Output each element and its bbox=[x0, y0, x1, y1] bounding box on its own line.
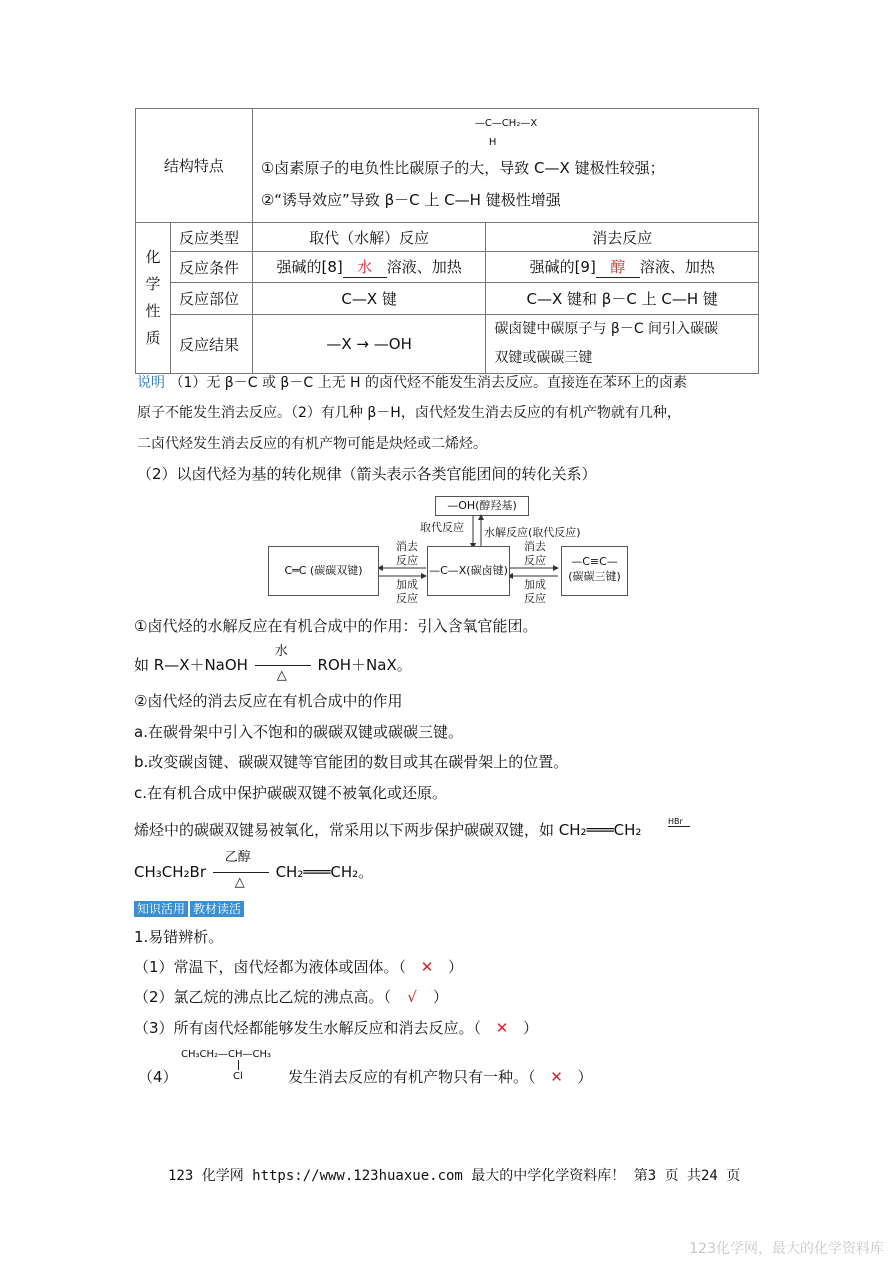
oh-box: —OH(醇羟基) bbox=[435, 496, 529, 516]
exercise-item-2 bbox=[134, 987, 448, 1007]
answer-blank-8: 水 bbox=[343, 256, 387, 278]
item-4-close: ） bbox=[577, 1068, 593, 1086]
label-substitution: 取代反应 bbox=[420, 521, 464, 534]
item-2-mark: √ bbox=[407, 988, 417, 1006]
elim-right-1: 消去 bbox=[524, 540, 546, 553]
item-2-close: ） bbox=[433, 988, 449, 1006]
structure-label: 结构特点 bbox=[163, 157, 224, 175]
exercise-item-1 bbox=[134, 957, 463, 977]
equation-2 bbox=[134, 849, 374, 890]
item-4-mark: ✕ bbox=[550, 1068, 563, 1086]
exercise-item-4 bbox=[288, 1067, 593, 1087]
item-3-mark: ✕ bbox=[495, 1019, 509, 1037]
eq2-left: CH₃CH₂Br bbox=[134, 863, 206, 881]
note-line-1 bbox=[137, 374, 687, 393]
body-p1: ①卤代烃的水解反应在有机合成中的作用：引入含氧官能团。 bbox=[134, 617, 538, 635]
eq2-condition-top: 乙醇 bbox=[224, 849, 251, 865]
body-b: b.改变碳卤键、碳碳双键等官能团的数目或其在碳骨架上的位置。 bbox=[134, 753, 569, 771]
chem-prop-char: 学 bbox=[145, 275, 161, 293]
alkyne-box bbox=[561, 546, 628, 596]
chem-prop-char: 性 bbox=[145, 302, 161, 320]
halide-box: —C—X(碳卤键) bbox=[427, 546, 510, 596]
structure-point-2: ②“诱导效应”导致 β－C 上 C—H 键极性增强 bbox=[260, 191, 561, 209]
property-table bbox=[135, 108, 759, 374]
badge-knowledge: 知识活用 bbox=[134, 901, 188, 917]
page-footer: 123 化学网 https://www.123huaxue.com 最大的中学化学资料库！ 第3 页 共24 页 bbox=[168, 1168, 741, 1184]
alkene-box: C═C (碳碳双键) bbox=[268, 546, 379, 596]
hbr-arrow bbox=[668, 817, 690, 827]
item-3-text: （3）所有卤代烃都能够发生水解反应和消去反应。（ bbox=[134, 1019, 482, 1037]
body-p2: ②卤代烃的消去反应在有机合成中的作用 bbox=[134, 692, 403, 710]
label-elim-left bbox=[395, 540, 419, 568]
badge-textbook: 教材读活 bbox=[190, 901, 244, 917]
elim-left-2: 反应 bbox=[396, 554, 418, 567]
elim-right-2: 反应 bbox=[524, 554, 546, 567]
exercise-title: 1.易错辨析。 bbox=[134, 928, 224, 946]
item-4-formula-top: CH₃CH₂—CH—CH₃ bbox=[181, 1049, 272, 1060]
note-text-1: （1）无 β－C 或 β－C 上无 H 的卤代烃不能发生消去反应。直接连在苯环上的卤素 bbox=[169, 375, 688, 391]
item-4-prefix: （4） bbox=[138, 1068, 178, 1086]
hbr-line bbox=[668, 826, 690, 827]
eq1-condition-bottom: △ bbox=[276, 667, 287, 683]
chem-prop-char: 质 bbox=[145, 329, 161, 347]
body-a: a.在碳骨架中引入不饱和的碳碳双键或碳碳三键。 bbox=[134, 723, 463, 741]
section-2-title: （2）以卤代烃为基的转化规律（箭头表示各类官能团间的转化关系） bbox=[137, 465, 597, 483]
body-c: c.在有机合成中保护碳碳双键不被氧化或还原。 bbox=[134, 784, 448, 802]
label-add-left bbox=[395, 578, 419, 606]
eq1-left: 如 R—X＋NaOH bbox=[134, 656, 248, 674]
structure-formula-sub: H bbox=[488, 137, 497, 148]
item-1-mark: ✕ bbox=[420, 958, 434, 976]
note-line-2: 原子不能发生消去反应。（2）有几种 β－H，卤代烃发生消去反应的有机产物就有几种， bbox=[137, 405, 681, 421]
eq2-condition-bottom: △ bbox=[234, 874, 245, 890]
structure-point-1: ①卤素原子的电负性比碳原子的大，导致 C—X 键极性较强； bbox=[260, 159, 665, 177]
row-result-elim bbox=[486, 315, 759, 374]
eq1-condition-top: 水 bbox=[274, 643, 288, 659]
item-4-text: 发生消去反应的有机产物只有一种。（ bbox=[288, 1068, 536, 1086]
structure-formula bbox=[475, 118, 537, 130]
row-cond-elim bbox=[486, 252, 759, 283]
label-elim-right bbox=[523, 540, 547, 568]
cond-sub-post: 溶液、加热 bbox=[386, 258, 462, 276]
result-elim-line-2: 双键或碳碳三键 bbox=[494, 350, 593, 366]
structure-label-cell bbox=[136, 109, 253, 223]
note-label: 说明 bbox=[137, 375, 165, 391]
eq2-line bbox=[213, 872, 269, 873]
item-1-close: ） bbox=[448, 958, 464, 976]
chem-prop-label bbox=[136, 223, 171, 374]
row-result-sub: —X → —OH bbox=[252, 315, 486, 374]
equation-1 bbox=[134, 643, 412, 683]
item-1-text: （1）常温下，卤代烃都为液体或固体。（ bbox=[134, 958, 407, 976]
item-4-formula-sub: Cl bbox=[233, 1071, 243, 1082]
cond-elim-pre: 强碱的[9] bbox=[529, 258, 596, 276]
structure-formula-main: —C—CH₂—X bbox=[474, 118, 538, 129]
body-p3-text: 烯烃中的碳碳双键易被氧化，常采用以下两步保护碳碳双键，如 CH₂═══CH₂ bbox=[134, 821, 642, 839]
item-2-text: （2）氯乙烷的沸点比乙烷的沸点高。（ bbox=[134, 988, 392, 1006]
eq1-arrow bbox=[253, 643, 313, 683]
eq2-right: CH₂═══CH₂。 bbox=[275, 863, 374, 881]
cond-elim-post: 溶液、加热 bbox=[639, 258, 715, 276]
row-type-elim: 消去反应 bbox=[486, 223, 759, 252]
row-site-elim: C—X 键和 β－C 上 C—H 键 bbox=[486, 283, 759, 315]
exercise-item-3 bbox=[134, 1018, 538, 1038]
alkyne-box-line-2: (碳碳三键) bbox=[568, 570, 621, 583]
label-add-right bbox=[523, 578, 547, 606]
row-cond-label: 反应条件 bbox=[170, 252, 252, 283]
chem-prop-char: 化 bbox=[145, 248, 161, 266]
result-elim-line-1: 碳卤键中碳原子与 β－C 间引入碳碳 bbox=[494, 321, 719, 337]
item-3-close: ） bbox=[523, 1019, 539, 1037]
hbr-label: HBr bbox=[668, 817, 683, 826]
watermark: 123化学网，最大的化学资料库 bbox=[689, 1241, 884, 1257]
eq2-arrow bbox=[211, 849, 271, 890]
cond-sub-pre: 强碱的[8] bbox=[276, 258, 343, 276]
add-right-1: 加成 bbox=[524, 578, 546, 591]
eq1-right: ROH＋NaX。 bbox=[317, 656, 412, 674]
body-p3 bbox=[134, 820, 641, 840]
structure-content-cell bbox=[252, 109, 758, 223]
section-badges bbox=[134, 898, 244, 917]
add-right-2: 反应 bbox=[524, 592, 546, 605]
eq1-line bbox=[255, 665, 311, 666]
note-line-3: 二卤代烃发生消去反应的有机产物可能是炔烃或二烯烃。 bbox=[137, 436, 487, 452]
row-result-label: 反应结果 bbox=[170, 315, 252, 374]
row-cond-sub bbox=[252, 252, 486, 283]
row-type-label: 反应类型 bbox=[170, 223, 252, 252]
add-left-2: 反应 bbox=[396, 592, 418, 605]
add-left-1: 加成 bbox=[396, 578, 418, 591]
row-type-sub: 取代（水解）反应 bbox=[252, 223, 486, 252]
item-4-formula-bond bbox=[238, 1060, 239, 1070]
row-site-sub: C—X 键 bbox=[252, 283, 486, 315]
alkyne-box-line-1: —C≡C— bbox=[571, 555, 618, 568]
label-hydrolysis: 水解反应(取代反应) bbox=[484, 526, 581, 539]
elim-left-1: 消去 bbox=[396, 540, 418, 553]
answer-blank-9: 醇 bbox=[596, 256, 640, 278]
row-site-label: 反应部位 bbox=[170, 283, 252, 315]
